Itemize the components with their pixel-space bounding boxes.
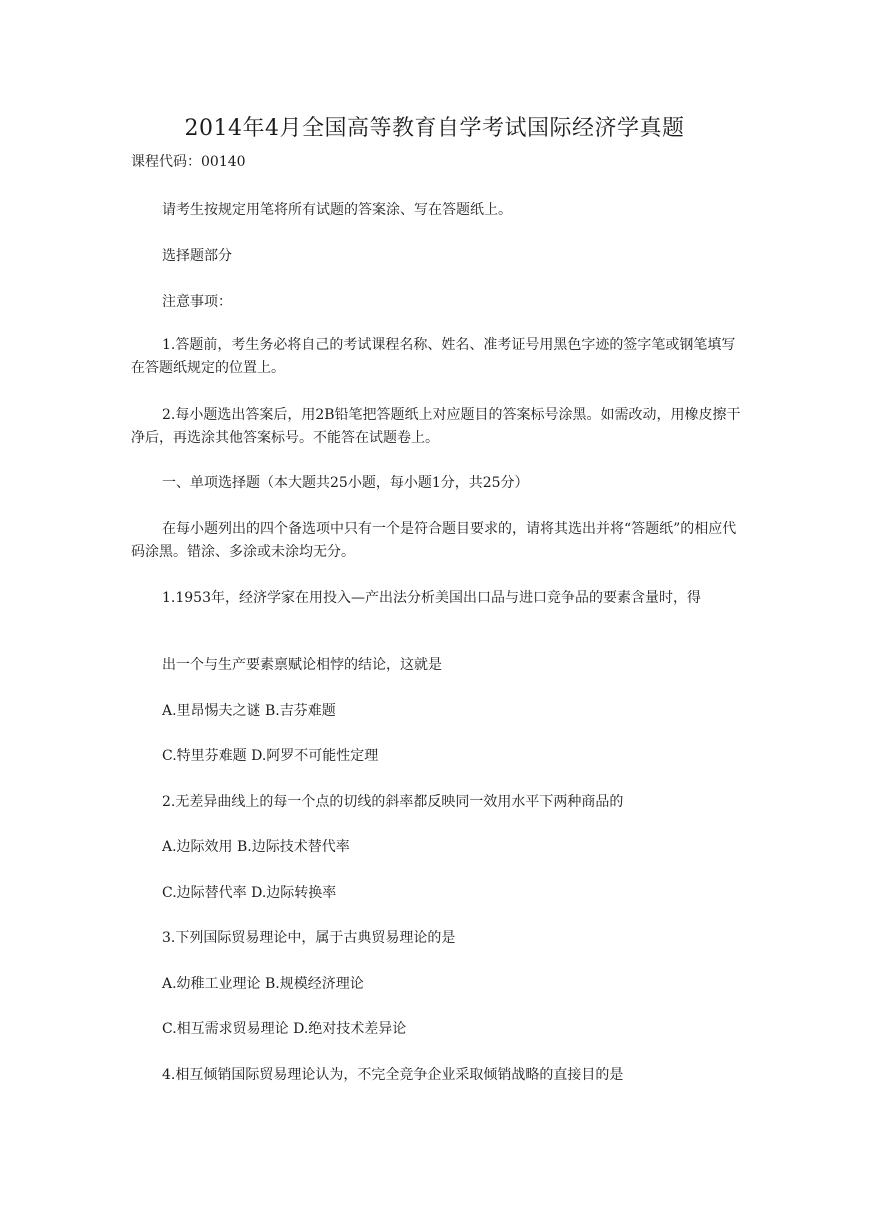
question-3-stem: 3.下列国际贸易理论中，属于古典贸易理论的是 xyxy=(162,930,456,946)
course-code: 课程代码：00140 xyxy=(131,154,246,170)
question-2-options-ab: A.边际效用 B.边际技术替代率 xyxy=(162,839,350,855)
question-3-options-ab: A.幼稚工业理论 B.规模经济理论 xyxy=(162,976,364,992)
question-1-options-cd: C.特里芬难题 D.阿罗不可能性定理 xyxy=(162,748,379,764)
section-heading-choice: 选择题部分 xyxy=(162,248,232,264)
question-2-stem: 2.无差异曲线上的每一个点的切线的斜率都反映同一效用水平下两种商品的 xyxy=(162,794,624,810)
question-2-options-cd: C.边际替代率 D.边际转换率 xyxy=(162,885,337,901)
instruction-paragraph: 请考生按规定用笔将所有试题的答案涂、写在答题纸上。 xyxy=(162,202,512,218)
section-heading-single-choice: 一、单项选择题（本大题共25小题，每小题1分，共25分） xyxy=(162,475,529,491)
question-1-stem-continued: 出一个与生产要素禀赋论相悖的结论，这就是 xyxy=(162,657,442,673)
document-title: 2014年4月全国高等教育自学考试国际经济学真题 xyxy=(184,116,685,141)
section-instruction: 在每小题列出的四个备选项中只有一个是符合题目要求的，请将其选出并将“答题纸”的相应代码涂黑。错涂、多涂或未涂均无分。 xyxy=(131,521,737,560)
question-1-stem: 1.1953年，经济学家在用投入—产出法分析美国出口品与进口竞争品的要素含量时，得 xyxy=(162,590,701,606)
note-item-1: 1.答题前，考生务必将自己的考试课程名称、姓名、准考证号用黑色字迹的签字笔或钢笔填写在答题纸规定的位置上。 xyxy=(131,337,736,376)
notes-heading: 注意事项： xyxy=(162,294,232,310)
question-1-options-ab: A.里昂惕夫之谜 B.吉芬难题 xyxy=(162,703,336,719)
question-3-options-cd: C.相互需求贸易理论 D.绝对技术差异论 xyxy=(162,1021,407,1037)
question-4-stem: 4.相互倾销国际贸易理论认为，不完全竞争企业采取倾销战略的直接目的是 xyxy=(162,1067,624,1083)
note-item-2: 2.每小题选出答案后，用2B铅笔把答题纸上对应题目的答案标号涂黑。如需改动，用橡皮擦干净后，再选涂其他答案标号。不能答在试题卷上。 xyxy=(131,407,741,446)
